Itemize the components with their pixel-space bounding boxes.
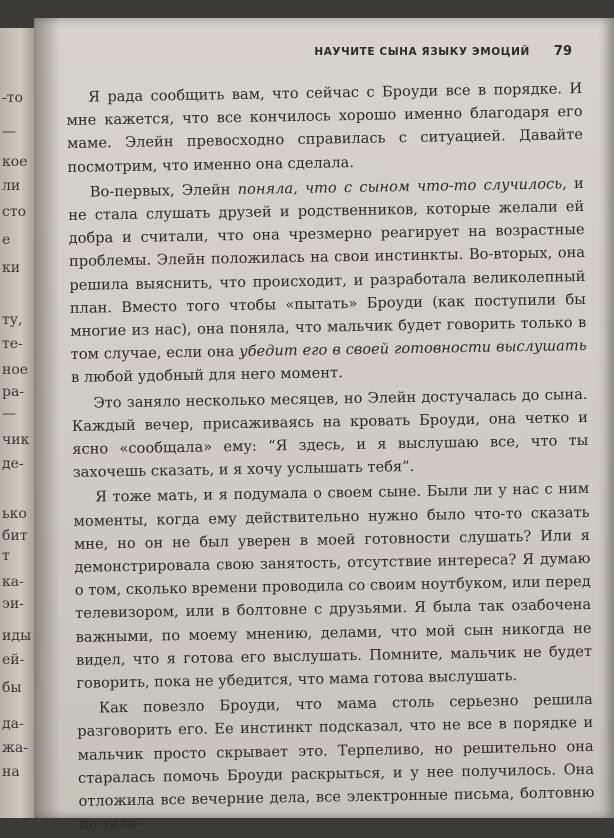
left-page-edge bbox=[0, 28, 34, 818]
page-number: 79 bbox=[553, 44, 572, 59]
left-page-fragment: — bbox=[2, 124, 16, 140]
left-page-fragment: е bbox=[2, 232, 11, 248]
left-page-fragment: ту, bbox=[2, 312, 23, 328]
text-run: Во-первых, Элейн bbox=[89, 180, 238, 201]
paragraph-3 bbox=[71, 383, 589, 485]
text-run: Я тоже мать, и я подумала о своем сыне. Были ли у нас с ним моменты, когда ему действительно нужно было что-то сказать мне, но он не был уверен в моей готовности слушать? Или я демонстрировала свою занятость, отсутствие интереса? Я думаю о том, сколько времени проводила со своим ноутбуком, или перед телевизором, или в болтовне с друзьями. Я была так озабочена важными, по моему мнению, делами, что мой сын никогда не видел, что я готова его выслушать. Помните, мальчик не будет говорить, пока не убедится, что мама готова выслушать. bbox=[73, 480, 593, 692]
left-page-fragment: бит bbox=[2, 528, 28, 544]
left-page-fragment: иды bbox=[2, 628, 32, 644]
left-page-fragment: ки bbox=[2, 260, 21, 276]
italic-phrase: убедит его в своей готовности выслушать bbox=[239, 337, 587, 361]
gutter-shadow bbox=[34, 18, 60, 818]
paragraph-5 bbox=[77, 688, 595, 836]
left-page-fragment: ра- bbox=[2, 384, 25, 400]
left-page-fragment: ей- bbox=[2, 652, 25, 668]
text-run: Я рада сообщить вам, что сейчас с Броуди все в порядке. И мне кажется, что все кончилось хорошо именно благодаря его маме. Элейн превосходно справилась с ситуацией. Давайте посмотрим, что именно она сделала. bbox=[66, 79, 584, 176]
text-run: в любой удобный для него момент. bbox=[70, 364, 343, 387]
paragraph-1 bbox=[66, 77, 584, 179]
left-page-fragment: -то bbox=[2, 90, 23, 106]
left-page-fragment: да- bbox=[2, 716, 24, 732]
book-page bbox=[34, 18, 614, 834]
text-run: Как повезло Броуди, что мама столь серьезно решила разговорить его. Ее инстинкт подсказал, что не все в порядке и мальчик просто скрывает это. Терпеливо, но решительно она старалась помочь Броуди раскрыться, и у нее получилось. Она отложила все вечерние дела, все электронные письма, болтовню по теле- bbox=[77, 691, 595, 834]
left-page-fragment: ное bbox=[2, 362, 29, 378]
left-page-fragment: т bbox=[2, 548, 10, 564]
left-page-fragment: на bbox=[2, 764, 20, 780]
left-page-fragment: ько bbox=[2, 506, 27, 522]
left-page-fragment: те- bbox=[2, 336, 23, 352]
left-page-fragment: ка- bbox=[2, 574, 24, 590]
text-run: , и не стала слушать друзей и родственников, которые желали ей добра и считали, что она чрезмерно реагирует на возрастные проблемы. Элейн положилась на свои инстинкты. Во-вторых, она решила выяснить, что происходит, и разработала великолепный план. Вместо того чтобы «пытать» Броуди (как поступили бы многие из нас), она поняла, что мальчик будет говорить только в том случае, если она bbox=[68, 174, 587, 364]
left-page-fragment: сто bbox=[2, 204, 27, 220]
left-page-fragment: ли bbox=[2, 178, 21, 194]
left-page-fragment: — bbox=[2, 406, 16, 422]
running-header bbox=[74, 44, 572, 59]
paragraph-4 bbox=[73, 477, 593, 695]
left-page-fragment: кое bbox=[2, 154, 28, 170]
text-run: Это заняло несколько месяцев, но Элейн достучалась до сына. Каждый вечер, присаживаясь на кровать Броуди, она четко и ясно «сообщала» ему: “Я здесь, и я выслушаю все, что ты захочешь сказать, и я хочу услышать тебя”. bbox=[71, 385, 589, 482]
left-page-fragment: бы bbox=[2, 680, 22, 696]
running-title: НАУЧИТЕ СЫНА ЯЗЫКУ ЭМОЦИЙ bbox=[314, 46, 530, 58]
body-text bbox=[66, 77, 595, 838]
italic-phrase: поняла, что с сыном что-то случилось bbox=[237, 175, 563, 198]
left-page-fragment: де- bbox=[2, 456, 24, 472]
left-page-fragment: чик bbox=[2, 432, 30, 448]
left-page-fragment: жа- bbox=[2, 740, 28, 756]
paragraph-2 bbox=[68, 172, 588, 390]
left-page-fragment: эи- bbox=[2, 596, 24, 612]
